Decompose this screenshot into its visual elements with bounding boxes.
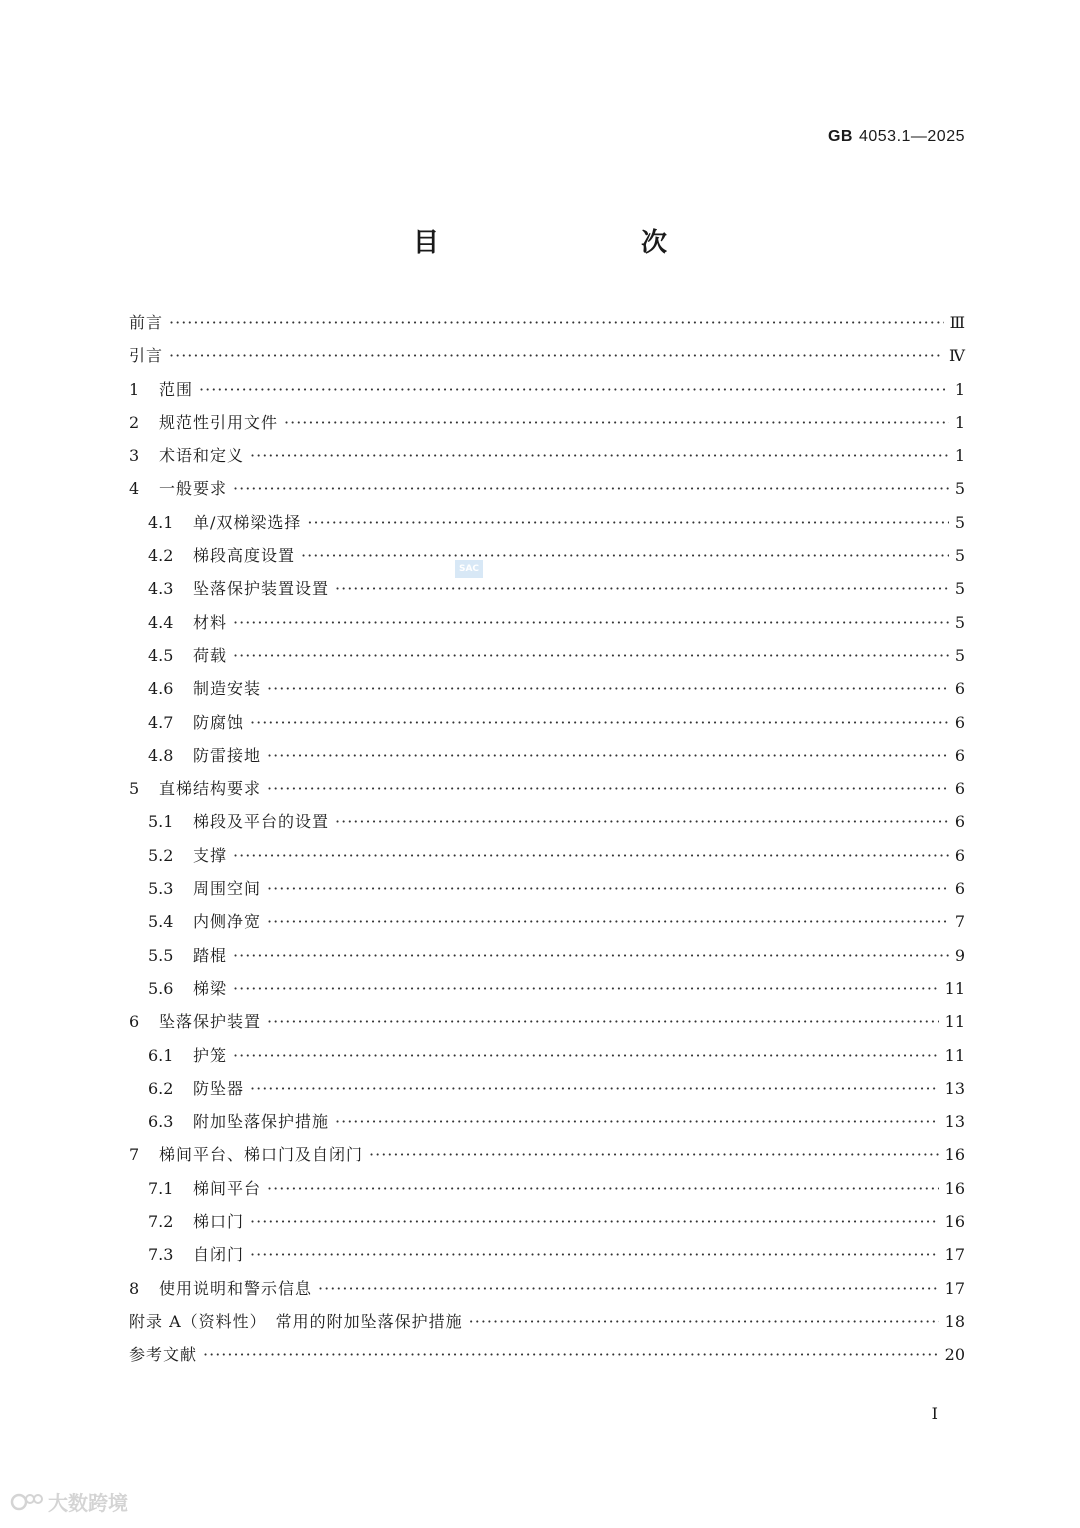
toc-entry-page: 6 (954, 812, 965, 832)
toc-entry-page: 1 (954, 412, 965, 432)
toc-entry-number: 5.1 (148, 812, 174, 832)
toc-entry[interactable] (129, 805, 965, 838)
toc-entry-label: 梯段高度设置 (193, 546, 296, 566)
toc-entry[interactable] (129, 472, 965, 505)
page-title: 目 次 (412, 228, 717, 258)
standard-prefix: GB (827, 128, 853, 145)
toc-entry-number: 4.6 (148, 679, 174, 699)
toc-leader-dots (284, 406, 949, 439)
toc-entry-page: 5 (954, 512, 965, 532)
toc-entry[interactable] (129, 1172, 965, 1205)
toc-entry-page: 1 (954, 446, 965, 466)
toc-entry-number: 4.7 (148, 712, 174, 732)
toc-entry-label: 一般要求 (159, 479, 228, 499)
toc-leader-dots (250, 706, 949, 739)
toc-entry[interactable] (129, 839, 965, 872)
toc-entry-page: 16 (944, 1178, 965, 1198)
toc-leader-dots (250, 1072, 939, 1105)
toc-leader-dots (233, 606, 949, 639)
toc-entry-page: 7 (954, 912, 965, 932)
toc-leader-dots (307, 506, 948, 539)
toc-entry-page: 11 (944, 978, 965, 998)
toc-entry-number: 2 (129, 412, 140, 432)
toc-entry-page: 6 (954, 779, 965, 799)
toc-leader-dots (199, 373, 949, 406)
toc-entry-label: 附加坠落保护措施 (193, 1112, 330, 1132)
sac-watermark: SAC (455, 560, 483, 578)
toc-entry-label: 护笼 (193, 1045, 228, 1065)
toc-entry-number: 6.1 (148, 1045, 174, 1065)
toc-entry-number: 7.3 (148, 1245, 174, 1265)
toc-entry-page: 6 (954, 845, 965, 865)
toc-entry-page: 6 (954, 712, 965, 732)
page-number: Ⅰ (931, 1404, 938, 1423)
toc-entry-label: 踏棍 (193, 945, 228, 965)
toc-entry-label: 梯间平台 (193, 1178, 262, 1198)
toc-entry[interactable] (129, 439, 965, 472)
toc-leader-dots (369, 1138, 939, 1171)
toc-entry[interactable] (129, 339, 965, 372)
toc-entry-label: 防坠器 (193, 1078, 245, 1098)
toc-entry-page: Ⅳ (949, 346, 965, 366)
toc-entry-page: 5 (954, 579, 965, 599)
toc-entry-page: 11 (944, 1012, 965, 1032)
toc-entry-number: 5.3 (148, 879, 174, 899)
toc-leader-dots (203, 1338, 939, 1371)
toc-leader-dots (233, 1039, 939, 1072)
toc-entry[interactable] (129, 1238, 965, 1271)
toc-leader-dots (250, 439, 949, 472)
toc-entry[interactable] (129, 1072, 965, 1105)
toc-entry-label: 梯口门 (193, 1212, 245, 1232)
toc-entry-number: 8 (129, 1278, 140, 1298)
toc-entry-label: 周围空间 (193, 879, 262, 899)
toc-entry-number: 5.2 (148, 845, 174, 865)
toc-entry[interactable] (129, 539, 965, 572)
toc-entry[interactable] (129, 872, 965, 905)
toc-entry-number: 4 (129, 479, 140, 499)
toc-entry[interactable] (129, 406, 965, 439)
toc-entry-page: 16 (944, 1212, 965, 1232)
toc-leader-dots (301, 539, 949, 572)
toc-entry-label: 坠落保护装置 (159, 1012, 262, 1032)
toc-leader-dots (267, 905, 949, 938)
toc-entry-label: 坠落保护装置设置 (193, 579, 330, 599)
toc-leader-dots (267, 772, 949, 805)
toc-leader-dots (335, 572, 949, 605)
toc-leader-dots (267, 1005, 939, 1038)
toc-entry-page: 6 (954, 679, 965, 699)
toc-entry[interactable] (129, 506, 965, 539)
toc-entry-number: 5.6 (148, 978, 174, 998)
toc-entry-label: 前言 (129, 313, 164, 332)
toc-entry-page: 13 (944, 1112, 965, 1132)
toc-leader-dots (267, 739, 949, 772)
table-of-contents (129, 306, 965, 1372)
standard-number: 4053.1—2025 (858, 128, 965, 145)
toc-entry-page: 5 (954, 546, 965, 566)
toc-leader-dots (169, 339, 943, 372)
toc-entry-number: 7 (129, 1145, 140, 1165)
toc-entry-number: 7.1 (148, 1178, 174, 1198)
toc-entry-label: 引言 (129, 346, 164, 366)
toc-entry-label: 术语和定义 (159, 446, 245, 466)
toc-entry-number: 4.5 (148, 645, 174, 665)
toc-leader-dots (233, 972, 939, 1005)
toc-entry[interactable] (129, 1005, 965, 1038)
toc-entry-page: 6 (954, 745, 965, 765)
toc-entry-label: 内侧净宽 (193, 912, 262, 932)
toc-entry-number: 4.3 (148, 579, 174, 599)
toc-leader-dots (233, 839, 949, 872)
brand-watermark-text: 大数跨境 (48, 1491, 128, 1515)
toc-entry-label: 梯间平台、梯口门及自闭门 (159, 1145, 364, 1165)
toc-entry[interactable] (129, 739, 965, 772)
toc-entry[interactable] (129, 1305, 965, 1338)
toc-entry[interactable] (129, 639, 965, 672)
toc-entry-number: 6 (129, 1012, 140, 1032)
toc-entry-number: 6.3 (148, 1112, 174, 1132)
toc-entry[interactable] (129, 672, 965, 705)
toc-entry[interactable] (129, 1039, 965, 1072)
toc-entry-number: 3 (129, 446, 140, 466)
toc-entry-page: 11 (944, 1045, 965, 1065)
toc-entry[interactable] (129, 373, 965, 406)
toc-entry-page: 13 (944, 1078, 965, 1098)
toc-entry-number: 7.2 (148, 1212, 174, 1232)
toc-entry-page: Ⅲ (949, 313, 965, 332)
toc-entry-number: 5 (129, 779, 140, 799)
toc-entry-number: 5.5 (148, 945, 174, 965)
toc-entry-label: 直梯结构要求 (159, 779, 262, 799)
toc-entry-number: 6.2 (148, 1078, 174, 1098)
toc-entry[interactable] (129, 772, 965, 805)
toc-entry-page: 6 (954, 879, 965, 899)
toc-entry-label: 自闭门 (193, 1245, 245, 1265)
toc-entry-label: 使用说明和警示信息 (159, 1278, 313, 1298)
toc-entry-label: 制造安装 (193, 679, 262, 699)
toc-entry-page: 9 (954, 945, 965, 965)
toc-entry-number: 5.4 (148, 912, 174, 932)
toc-entry[interactable] (129, 606, 965, 639)
toc-entry-label: 梯梁 (193, 978, 228, 998)
toc-entry-number: 4.8 (148, 745, 174, 765)
toc-entry-page: 5 (954, 645, 965, 665)
toc-entry[interactable] (129, 1138, 965, 1171)
toc-leader-dots (469, 1305, 939, 1338)
toc-entry-number: 4.2 (148, 546, 174, 566)
toc-entry[interactable] (129, 1338, 965, 1371)
toc-entry-label: 梯段及平台的设置 (193, 812, 330, 832)
toc-leader-dots (335, 1105, 939, 1138)
toc-leader-dots (250, 1238, 939, 1271)
toc-leader-dots (233, 939, 949, 972)
toc-entry-label: 附录 A（资料性） 常用的附加坠落保护措施 (129, 1311, 463, 1331)
toc-leader-dots (267, 1172, 939, 1205)
toc-entry[interactable] (129, 939, 965, 972)
toc-entry[interactable] (129, 1272, 965, 1305)
toc-entry-number: 1 (129, 379, 140, 399)
toc-entry-page: 18 (944, 1311, 965, 1331)
toc-entry[interactable] (129, 706, 965, 739)
toc-entry-page: 5 (954, 612, 965, 632)
toc-entry[interactable] (129, 572, 965, 605)
toc-entry-number: 4.1 (148, 512, 174, 532)
toc-entry[interactable] (129, 1205, 965, 1238)
toc-entry-label: 防雷接地 (193, 745, 262, 765)
toc-leader-dots (250, 1205, 939, 1238)
toc-leader-dots (335, 805, 949, 838)
toc-entry-label: 规范性引用文件 (159, 412, 279, 432)
toc-entry-label: 支撑 (193, 845, 228, 865)
toc-entry-label: 材料 (193, 612, 228, 632)
toc-entry[interactable] (129, 972, 965, 1005)
toc-entry-page: 17 (944, 1278, 965, 1298)
toc-entry-page: 1 (954, 379, 965, 399)
toc-leader-dots (233, 472, 949, 505)
toc-leader-dots (267, 672, 949, 705)
toc-entry-label: 参考文献 (129, 1345, 198, 1365)
toc-leader-dots (267, 872, 949, 905)
brand-logo-icon (10, 1491, 44, 1513)
toc-entry[interactable] (129, 1105, 965, 1138)
toc-entry[interactable] (129, 306, 965, 339)
toc-entry-page: 20 (944, 1345, 965, 1365)
toc-leader-dots (318, 1272, 939, 1305)
toc-entry-label: 单/双梯梁选择 (193, 512, 302, 532)
toc-leader-dots (233, 639, 949, 672)
toc-leader-dots (169, 306, 944, 339)
toc-entry-label: 荷载 (193, 645, 228, 665)
toc-entry-number: 4.4 (148, 612, 174, 632)
toc-entry-label: 范围 (159, 379, 194, 399)
standard-code (828, 128, 965, 146)
brand-watermark (10, 1487, 128, 1516)
toc-entry[interactable] (129, 905, 965, 938)
toc-entry-page: 5 (954, 479, 965, 499)
toc-entry-page: 17 (944, 1245, 965, 1265)
toc-entry-page: 16 (944, 1145, 965, 1165)
toc-entry-label: 防腐蚀 (193, 712, 245, 732)
